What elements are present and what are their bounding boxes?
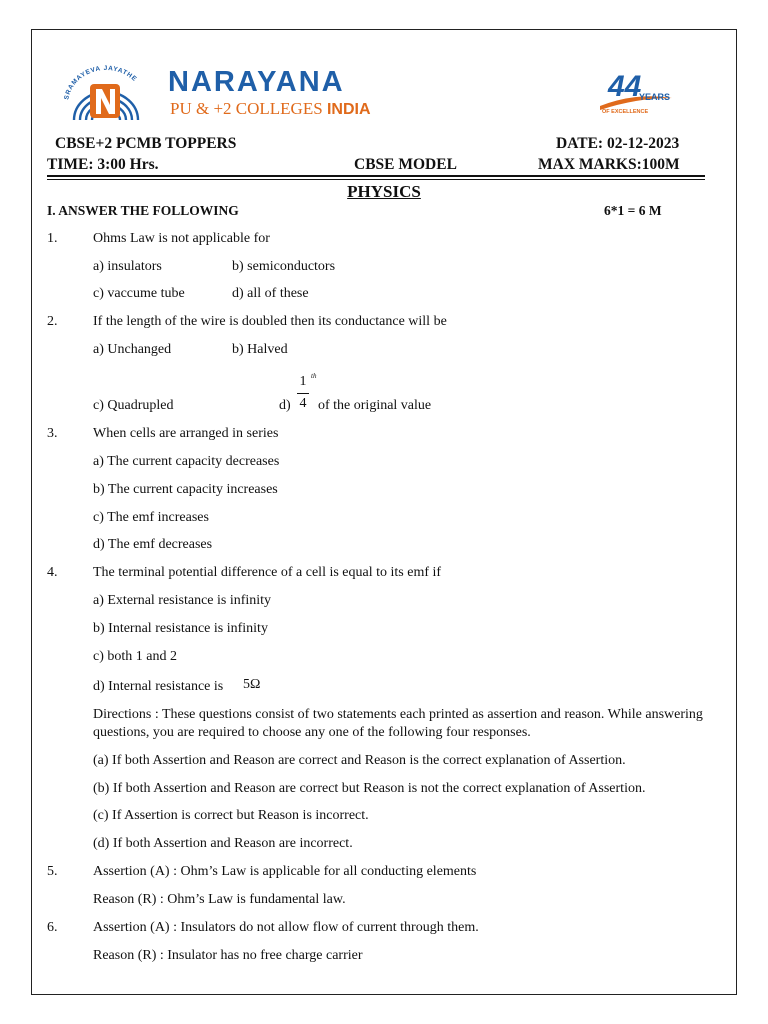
section-marks: 6*1 = 6 M [604, 203, 662, 218]
assertion-text: Assertion (A) : Insulators do not allow flow of current through them. [93, 920, 479, 935]
option-c: c) The emf increases [93, 510, 209, 525]
option-d: d) [279, 398, 291, 413]
badge-years: YEARS [639, 92, 671, 102]
option-d: d) The emf decreases [93, 537, 213, 552]
question-number: 4. [47, 565, 58, 580]
exam-name: CBSE+2 PCMB TOPPERS [55, 135, 237, 152]
question-number: 3. [47, 426, 58, 441]
exam-time: TIME: 3:00 Hrs. [47, 156, 159, 173]
option-c: c) both 1 and 2 [93, 649, 177, 664]
badge-caption: OF EXCELLENCE [602, 109, 649, 114]
option-a: a) insulators [93, 259, 162, 274]
assertion-text: Assertion (A) : Ohm’s Law is applicable for all conducting elements [93, 864, 477, 879]
brand-subtitle-prefix: PU & +2 COLLEGES [170, 99, 327, 118]
option-c: c) Quadrupled [93, 398, 174, 413]
option-b: b) Halved [232, 342, 288, 357]
fraction-denominator: 4 [299, 396, 307, 411]
fraction-numerator: 1 [299, 374, 307, 389]
max-marks: MAX MARKS:100M [538, 156, 680, 173]
option-c: c) vaccume tube [93, 286, 185, 301]
badge-number: 44 [608, 70, 642, 103]
direction-choice-d: (d) If both Assertion and Reason are incorrect. [93, 836, 353, 851]
question-number: 2. [47, 314, 58, 329]
directions-text: Directions : These questions consist of two statements each printed as assertion and reason. While answering questions, you are required to choose any one of the following four responses. [93, 707, 703, 740]
option-a: a) External resistance is infinity [93, 593, 272, 608]
question-text: When cells are arranged in series [93, 426, 279, 441]
brand-subtitle [170, 99, 371, 119]
subject-title [0, 182, 768, 202]
direction-choice-a: (a) If both Assertion and Reason are correct and Reason is the correct explanation of Assertion. [93, 753, 626, 768]
question-number: 6. [47, 920, 58, 935]
question-text: The terminal potential difference of a cell is equal to its emf if [93, 565, 442, 580]
resistance-value: 5Ω [243, 677, 261, 692]
narayana-logo-icon [54, 62, 156, 122]
question-number: 5. [47, 864, 58, 879]
header-rule-bottom [47, 179, 705, 180]
header-rule-top [47, 175, 705, 177]
option-a: a) Unchanged [93, 342, 172, 357]
option-d: d) all of these [232, 286, 309, 301]
question-text: Ohms Law is not applicable for [93, 231, 270, 246]
reason-text: Reason (R) : Insulator has no free charge carrier [93, 948, 363, 963]
fraction-bar [297, 393, 309, 394]
fraction-suffix: of the original value [318, 398, 432, 413]
exam-date: DATE: 02-12-2023 [556, 135, 680, 152]
option-d: d) Internal resistance is [93, 679, 224, 694]
option-b: b) Internal resistance is infinity [93, 621, 268, 636]
option-a: a) The current capacity decreases [93, 454, 280, 469]
44-years-badge-icon [596, 68, 676, 114]
exam-model: CBSE MODEL [354, 156, 457, 173]
question-number: 1. [47, 231, 58, 246]
brand-name: NARAYANA [168, 66, 345, 98]
direction-choice-b: (b) If both Assertion and Reason are correct but Reason is not the correct explanation of Assertion. [93, 781, 646, 796]
section-title: I. ANSWER THE FOLLOWING [47, 203, 239, 218]
option-b: b) semiconductors [232, 259, 336, 274]
direction-choice-c: (c) If Assertion is correct but Reason is incorrect. [93, 808, 369, 823]
brand-subtitle-country: INDIA [326, 101, 371, 118]
option-b: b) The current capacity increases [93, 482, 278, 497]
reason-text: Reason (R) : Ohm’s Law is fundamental law. [93, 892, 346, 907]
question-text: If the length of the wire is doubled then its conductance will be [93, 314, 447, 329]
subject-title-text: PHYSICS [347, 182, 421, 201]
fraction-superscript: th [311, 372, 317, 380]
logo-motto: SRAMAYEVA JAYATHE [63, 64, 139, 101]
